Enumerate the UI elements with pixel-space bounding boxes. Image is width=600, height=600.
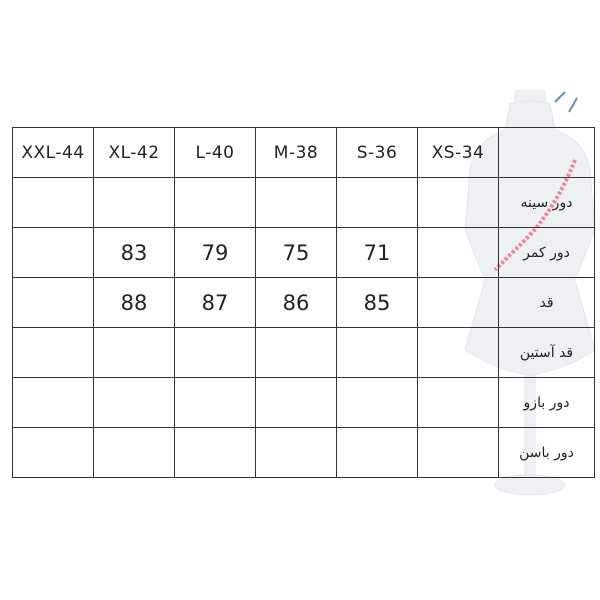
table-cell xyxy=(13,328,94,378)
table-cell: 87 xyxy=(175,278,256,328)
table-cell xyxy=(256,428,337,478)
table-cell xyxy=(256,378,337,428)
table-row xyxy=(13,428,595,478)
table-cell xyxy=(175,428,256,478)
header-row xyxy=(13,128,595,178)
table-cell xyxy=(418,378,499,428)
row-label-sleeve: قد آستین xyxy=(499,328,595,378)
table-cell xyxy=(13,428,94,478)
table-cell: 88 xyxy=(94,278,175,328)
header-label-cell xyxy=(499,128,595,178)
row-label-waist: دور کمر xyxy=(499,228,595,278)
header-s: S-36 xyxy=(337,128,418,178)
size-table xyxy=(12,127,595,478)
header-m: M-38 xyxy=(256,128,337,178)
table-row xyxy=(13,228,595,278)
header-l: L-40 xyxy=(175,128,256,178)
table-cell xyxy=(94,328,175,378)
table-cell xyxy=(256,178,337,228)
header-xs: XS-34 xyxy=(418,128,499,178)
table-cell xyxy=(94,378,175,428)
row-label-chest: دور سینه xyxy=(499,178,595,228)
table-cell xyxy=(175,328,256,378)
table-cell xyxy=(337,328,418,378)
table-row xyxy=(13,328,595,378)
table-cell xyxy=(13,378,94,428)
table-cell xyxy=(418,428,499,478)
table-cell xyxy=(418,328,499,378)
table-cell xyxy=(337,178,418,228)
table-cell xyxy=(418,228,499,278)
table-cell: 79 xyxy=(175,228,256,278)
table-cell xyxy=(337,428,418,478)
table-cell: 85 xyxy=(337,278,418,328)
table-cell xyxy=(337,378,418,428)
table-cell xyxy=(13,228,94,278)
table-cell xyxy=(256,328,337,378)
table-cell: 83 xyxy=(94,228,175,278)
table-cell: 86 xyxy=(256,278,337,328)
table-cell xyxy=(175,178,256,228)
table-cell xyxy=(175,378,256,428)
table-cell xyxy=(13,278,94,328)
table-cell xyxy=(418,278,499,328)
row-label-arm: دور بازو xyxy=(499,378,595,428)
table-cell: 75 xyxy=(256,228,337,278)
table-cell xyxy=(418,178,499,228)
row-label-length: قد xyxy=(499,278,595,328)
table-cell xyxy=(13,178,94,228)
header-xxl: XXL-44 xyxy=(13,128,94,178)
table-row xyxy=(13,178,595,228)
table-cell xyxy=(94,428,175,478)
header-xl: XL-42 xyxy=(94,128,175,178)
table-cell xyxy=(94,178,175,228)
table-row xyxy=(13,278,595,328)
table-cell: 71 xyxy=(337,228,418,278)
table-row xyxy=(13,378,595,428)
row-label-hip: دور باسن xyxy=(499,428,595,478)
